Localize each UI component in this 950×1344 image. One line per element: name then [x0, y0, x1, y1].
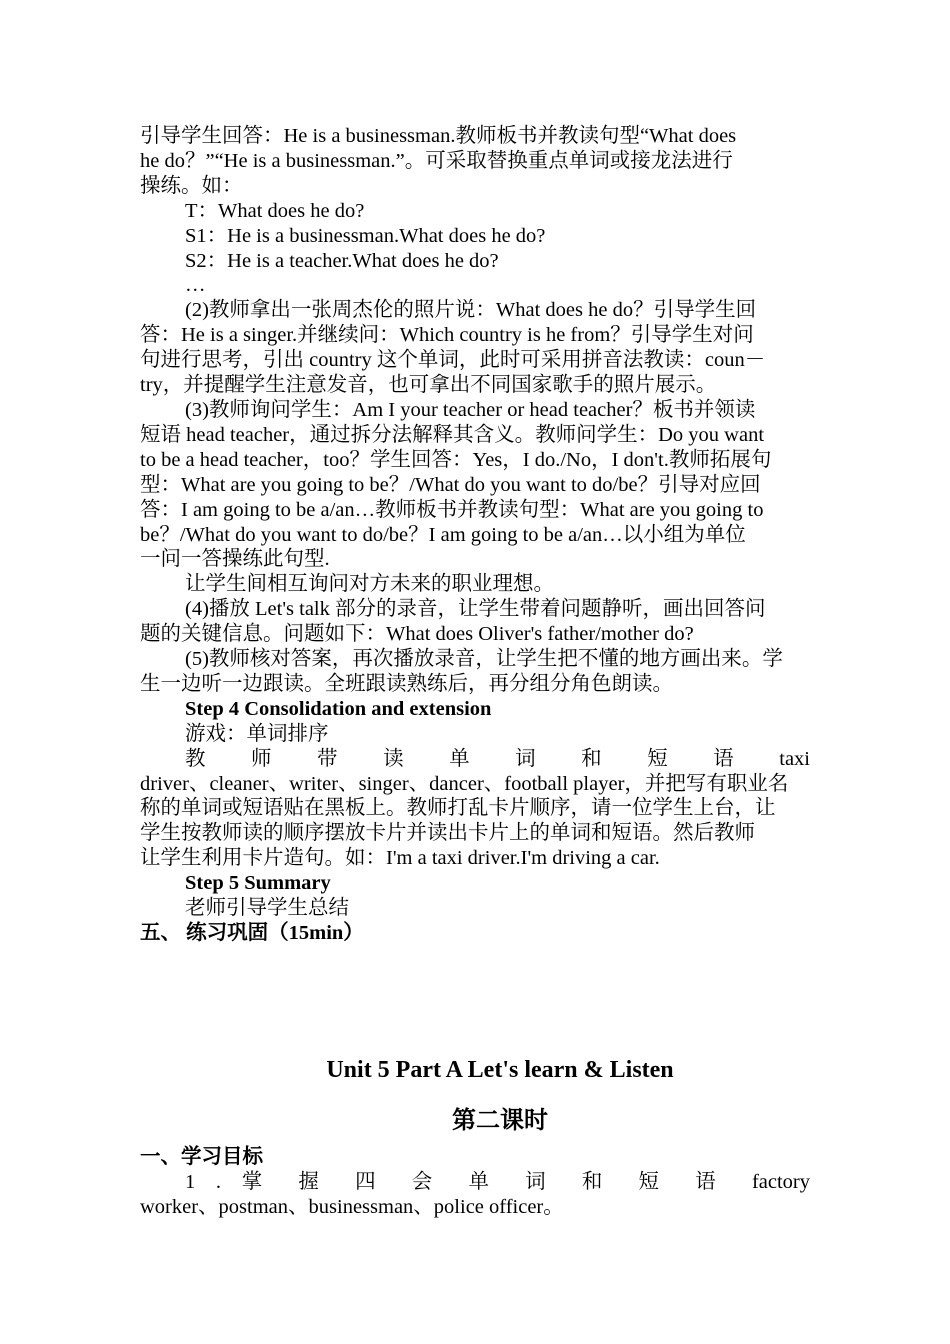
paragraph-line: to be a head teacher，too？学生回答：Yes，I do./No，I don't.教师拓展句 — [140, 448, 772, 471]
paragraph-line: 生一边听一边跟读。全班跟读熟练后，再分组分角色朗读。 — [140, 672, 673, 695]
paragraph-line: 让学生利用卡片造句。如：I'm a taxi driver.I'm driving a car. — [140, 847, 660, 870]
paragraph-line: 短语 head teacher，通过拆分法解释其含义。教师问学生：Do you want — [140, 423, 765, 446]
game-label: 游戏：单词排序 — [185, 722, 329, 745]
paragraph-line: 句进行思考，引出 country 这个单词，此时可采用拼音法教读：coun－ — [140, 349, 766, 372]
paragraph-line: (5)教师核对答案，再次播放录音，让学生把不懂的地方画出来。学 — [185, 648, 783, 671]
paragraph-line: 答：He is a singer.并继续问：Which country is he from？引导学生对问 — [140, 324, 754, 347]
paragraph-line: 答：I am going to be a/an…教师板书并教读句型：What are you going to — [140, 498, 764, 521]
section-heading-objectives: 一、学习目标 — [140, 1146, 263, 1168]
objectives-section — [140, 1145, 810, 1220]
dialogue-line-teacher: T：What does he do? — [185, 199, 365, 222]
paragraph-line: (2)教师拿出一张周杰伦的照片说：What does he do？引导学生回 — [185, 299, 757, 322]
ellipsis-line: … — [185, 274, 206, 297]
paragraph-line: (4)播放 Let's talk 部分的录音，让学生带着问题静听，画出回答问 — [185, 598, 766, 621]
paragraph-line: driver、cleaner、writer、singer、dancer、football player，并把写有职业名 — [140, 772, 789, 795]
paragraph-line: be？/What do you want to do/be？I am going to be a/an…以小组为单位 — [140, 523, 746, 546]
paragraph-line: 型：What are you going to be？/What do you want to do/be？引导对应回 — [140, 473, 761, 496]
paragraph-line: 一问一答操练此句型. — [140, 548, 330, 571]
paragraph-line: 题的关键信息。问题如下：What does Oliver's father/mother do? — [140, 623, 694, 646]
paragraph-line: try，并提醒学生注意发音，也可拿出不同国家歌手的照片展示。 — [140, 374, 717, 397]
dialogue-line-s2: S2：He is a teacher.What does he do? — [185, 249, 499, 272]
unit-title: Unit 5 Part A Let's learn & Listen — [326, 1057, 674, 1083]
paragraph-line: 引导学生回答：He is a businessman.教师板书并教读句型“What does — [140, 125, 737, 147]
section-heading-practice: 五、 练习巩固（15min） — [140, 922, 364, 944]
lesson-plan-body — [140, 124, 810, 946]
paragraph-line: 老师引导学生总结 — [185, 897, 349, 920]
paragraph-line: he do？”“He is a businessman.”。可采取替换重点单词或接龙法进行 — [140, 149, 733, 172]
dialogue-line-s1: S1：He is a businessman.What does he do? — [185, 224, 546, 247]
paragraph-line: 操练。如： — [140, 174, 243, 197]
paragraph-line: 称的单词或短语贴在黑板上。教师打乱卡片顺序，请一位学生上台，让 — [140, 797, 776, 820]
step-4-heading: Step 4 Consolidation and extension — [185, 697, 492, 720]
objective-line: 1 . 掌 握 四 会 单 词 和 短 语 factory — [185, 1170, 810, 1193]
paragraph-line: 教 师 带 读 单 词 和 短 语 taxi — [185, 747, 810, 770]
objective-line: worker、postman、businessman、police officer。 — [140, 1195, 564, 1218]
paragraph-line: 学生按教师读的顺序摆放卡片并读出卡片上的单词和短语。然后教师 — [140, 822, 755, 845]
step-5-heading: Step 5 Summary — [185, 872, 331, 895]
paragraph-line: 让学生间相互询问对方未来的职业理想。 — [185, 573, 554, 596]
lesson-title: 第二课时 — [452, 1108, 548, 1134]
paragraph-line: (3)教师询问学生：Am I your teacher or head teacher？板书并领读 — [185, 398, 756, 421]
